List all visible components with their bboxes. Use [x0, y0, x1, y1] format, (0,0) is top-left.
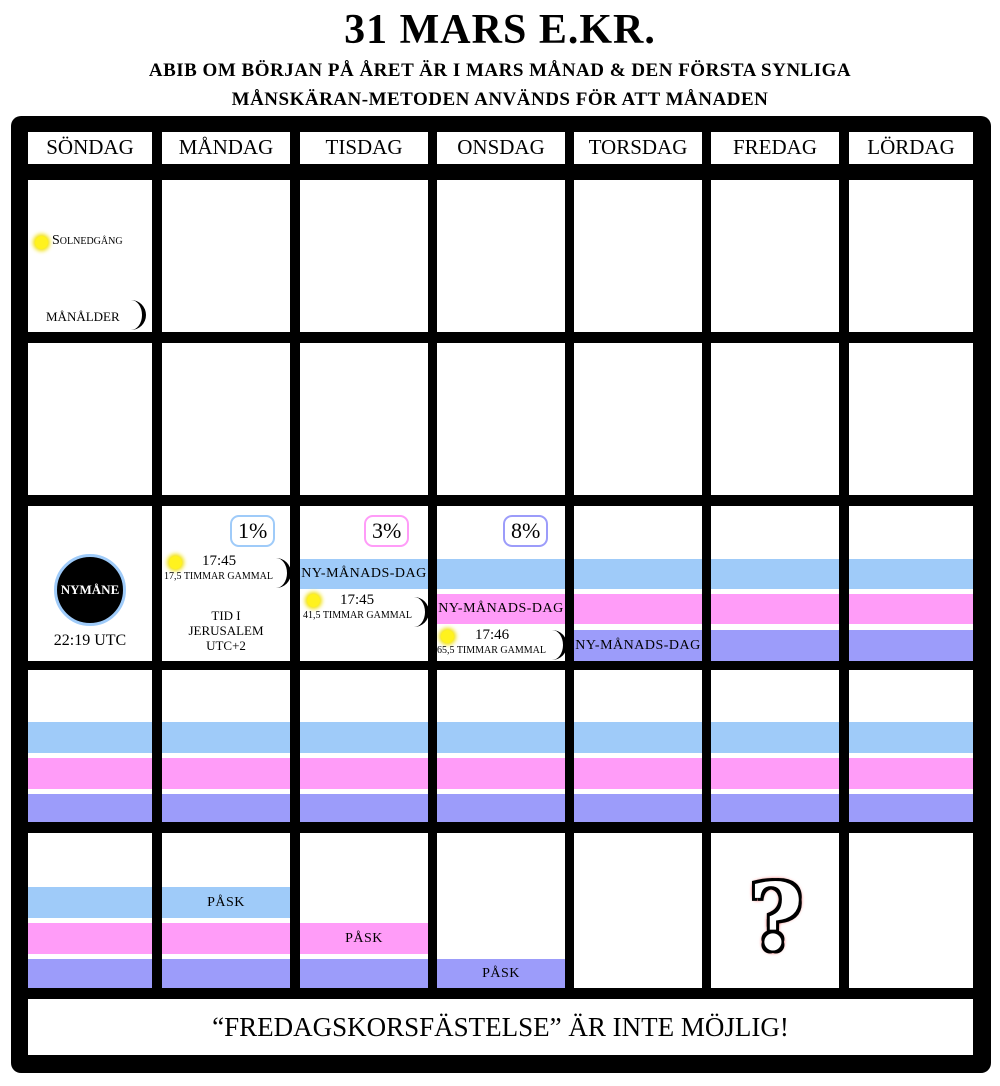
- sunset-time: 17:45: [202, 553, 237, 569]
- subtitle-line-2: MÅNSKÄRAN-METODEN ANVÄNDS FÖR ATT MÅNADEN: [231, 89, 769, 110]
- color-band-violet: [162, 794, 290, 822]
- color-band-pink: [437, 758, 565, 789]
- color-band-violet: [849, 630, 973, 661]
- color-band-blue: [711, 559, 839, 589]
- color-band-blue: [849, 722, 973, 753]
- illumination-badge: 1%: [230, 515, 275, 547]
- day-cell: [28, 343, 152, 495]
- day-cell: [849, 343, 973, 495]
- new-month-day-band: NY-MÅNADS-DAG: [300, 559, 428, 589]
- color-band-blue: [28, 887, 152, 918]
- day-cell-easter-pink: [300, 833, 428, 988]
- day-cell-monday-sunset: [162, 506, 290, 661]
- day-cell: [437, 670, 565, 822]
- color-band-blue: [574, 722, 702, 753]
- color-band-blue: [28, 722, 152, 753]
- color-band-pink: [574, 758, 702, 789]
- color-band-pink: [28, 758, 152, 789]
- easter-band: PÅSK: [162, 887, 290, 918]
- moon-age-text: 17,5 TIMMAR GAMMAL: [164, 571, 273, 582]
- footer-statement: “FREDAGSKORSFÄSTELSE” ÄR INTE MÖJLIG!: [28, 999, 973, 1055]
- day-cell: [28, 670, 152, 822]
- color-band-violet: [300, 959, 428, 988]
- color-band-violet: [300, 794, 428, 822]
- day-cell-easter-blue: [162, 833, 290, 988]
- color-band-violet: [437, 794, 565, 822]
- legend-moon-age-label: MÅNÅLDER: [46, 309, 120, 324]
- crescent-moon-icon: [551, 630, 565, 660]
- weekday-header-wednesday: ONSDAG: [437, 132, 565, 164]
- crescent-moon-icon: [413, 597, 428, 627]
- day-cell: [300, 343, 428, 495]
- new-month-day-band: NY-MÅNADS-DAG: [574, 630, 702, 661]
- color-band-pink: [162, 923, 290, 954]
- color-band-blue: [849, 559, 973, 589]
- day-cell: [437, 180, 565, 332]
- subtitle-line-1: ABIB OM BÖRJAN PÅ ÅRET ÄR I MARS MÅNAD & DEN FÖRSTA SYNLIGA: [148, 60, 852, 81]
- day-cell: [711, 670, 839, 822]
- day-cell-new-moon: [28, 506, 152, 661]
- sun-icon: [307, 594, 320, 607]
- color-band-violet: [849, 794, 973, 822]
- color-band-violet: [711, 794, 839, 822]
- day-cell: [574, 506, 702, 661]
- sunset-time: 17:45: [340, 592, 375, 608]
- sun-icon: [441, 630, 454, 643]
- color-band-blue: [574, 559, 702, 589]
- easter-band: PÅSK: [437, 959, 565, 988]
- color-band-pink: [162, 758, 290, 789]
- day-cell: [162, 670, 290, 822]
- new-moon-time: 22:19 UTC: [53, 632, 127, 649]
- illumination-badge: 3%: [364, 515, 409, 547]
- weekday-header-tuesday: TISDAG: [300, 132, 428, 164]
- day-cell: [849, 180, 973, 332]
- new-month-day-band: NY-MÅNADS-DAG: [437, 594, 565, 624]
- moon-age-text: 41,5 TIMMAR GAMMAL: [303, 610, 412, 621]
- weekday-header-saturday: LÖRDAG: [849, 132, 973, 164]
- day-cell-friday-question: [711, 833, 839, 988]
- color-band-blue: [162, 722, 290, 753]
- crescent-moon-icon: [130, 300, 146, 330]
- day-cell: [28, 833, 152, 988]
- new-moon-icon: NYMÅNE: [54, 554, 126, 626]
- day-cell: [162, 343, 290, 495]
- sun-icon: [169, 556, 182, 569]
- day-cell: [437, 343, 565, 495]
- color-band-blue: [437, 722, 565, 753]
- color-band-blue: [711, 722, 839, 753]
- day-cell: [574, 833, 702, 988]
- day-cell: [574, 180, 702, 332]
- day-cell: [574, 343, 702, 495]
- day-cell: [300, 670, 428, 822]
- jerusalem-time-note: TID I JERUSALEM UTC+2: [188, 608, 264, 653]
- illumination-badge: 8%: [503, 515, 548, 547]
- color-band-blue: [437, 559, 565, 589]
- day-cell: [849, 833, 973, 988]
- day-cell: [849, 506, 973, 661]
- easter-band: PÅSK: [300, 923, 428, 954]
- calendar-board: [11, 116, 991, 1073]
- day-cell: [849, 670, 973, 822]
- crescent-moon-icon: [275, 558, 290, 588]
- color-band-pink: [574, 594, 702, 624]
- color-band-blue: [300, 722, 428, 753]
- day-cell: [711, 506, 839, 661]
- color-band-pink: [28, 923, 152, 954]
- day-cell: [711, 180, 839, 332]
- day-cell: [162, 180, 290, 332]
- weekday-header-monday: MÅNDAG: [162, 132, 290, 164]
- page-title: 31 MARS E.KR.: [344, 7, 656, 53]
- color-band-violet: [574, 794, 702, 822]
- color-band-pink: [300, 758, 428, 789]
- day-cell-easter-violet: [437, 833, 565, 988]
- weekday-header-thursday: TORSDAG: [574, 132, 702, 164]
- color-band-pink: [711, 758, 839, 789]
- day-cell-wednesday-sunset: [437, 506, 565, 661]
- sun-icon: [35, 236, 48, 249]
- day-cell: [300, 180, 428, 332]
- color-band-pink: [849, 594, 973, 624]
- legend-sunset-label: Solnedgång: [52, 233, 123, 248]
- color-band-violet: [28, 959, 152, 988]
- color-band-pink: [849, 758, 973, 789]
- weekday-header-friday: FREDAG: [711, 132, 839, 164]
- day-cell-legend: [28, 180, 152, 332]
- question-mark-icon: ?: [749, 863, 803, 971]
- day-cell-tuesday-sunset: [300, 506, 428, 661]
- moon-age-text: 65,5 TIMMAR GAMMAL: [437, 645, 546, 656]
- color-band-violet: [162, 959, 290, 988]
- color-band-pink: [711, 594, 839, 624]
- sunset-time: 17:46: [475, 627, 510, 643]
- day-cell: [711, 343, 839, 495]
- day-cell: [574, 670, 702, 822]
- color-band-violet: [711, 630, 839, 661]
- color-band-violet: [28, 794, 152, 822]
- weekday-header-sunday: SÖNDAG: [28, 132, 152, 164]
